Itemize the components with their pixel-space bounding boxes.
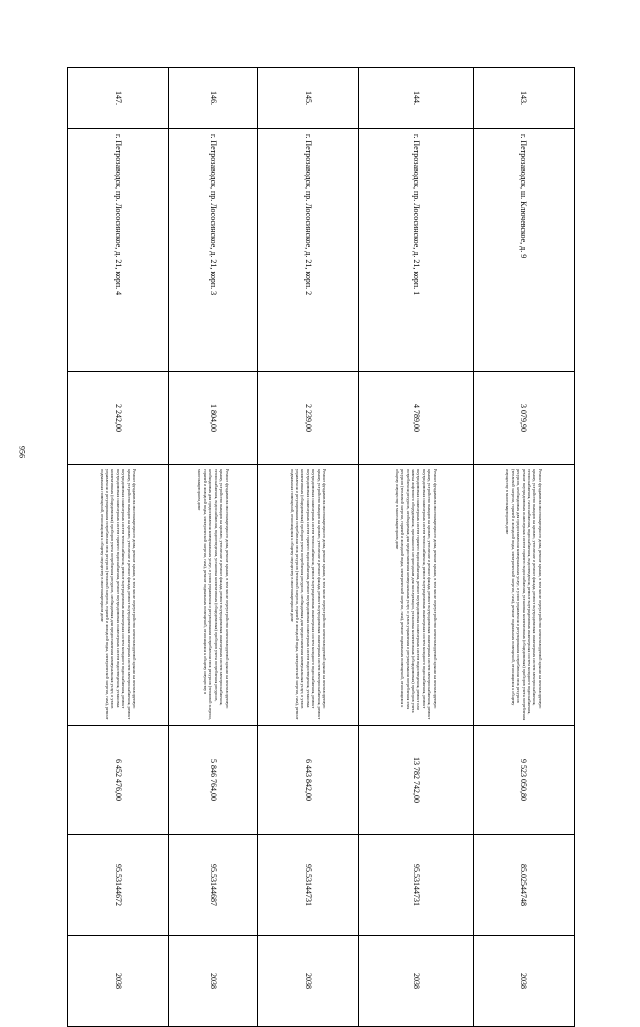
table-row	[68, 68, 169, 1027]
table-row	[473, 68, 574, 1027]
row-number: 147.	[68, 68, 169, 129]
planned-year: 2038	[169, 936, 258, 1027]
house-address: г. Петрозаводск, ш. Ключевское, д. 9	[473, 129, 574, 372]
repair-works: Ремонт фундамента многоквартирного дома, ремонт крыши, в том числе переустройство невентилируемой крыши на вентилируемую крышу, устройство выходов на кровлю, утепление и ремонт фасада, ремонт внутридомовых инженерных систем электроснабжения, ремонт внутридомовых инженерных систем теплоснабжения, ремонт внутридомовых инженерных систем холодного водоснабжения, ремонт внутридомовых инженерных систем горячего водоснабжения, ремонт внутридомовых инженерных систем водоотведения, установка коллективных (общедомовых) приборов учета потребления ресурсов, необходимых для предоставления коммунальных услуг, и узлов управления и регулирования потребления этих ресурсов (тепловой энергии, горячей и холодной воды, электрической энергии, газа), ремонт подвальных помещений, относящихся к общему имуществу в многоквартирном доме	[68, 465, 169, 726]
repair-works: Ремонт фундамента многоквартирного дома, ремонт крыши, в том числе переустройство невентилируемой крыши на вентилируемую крышу, устройство выходов на кровлю, утепление и ремонт фасада, ремонт внутридомовых инженерных систем электроснабжения, ремонт внутридомовых инженерных систем теплоснабжения, ремонт внутридомовых инженерных систем холодного водоснабжения, ремонт внутридомовых инженерных систем горячего водоснабжения, ремонт внутридомовых инженерных систем водоотведения, ремонт или замена лифтового оборудования, признанного непригодным для эксплуатации, установка коллективных (общедомовых) приборов учета потребления ресурсов, необходимых для предоставления коммунальных услуг, и узлов управления и регулирования потребления этих ресурсов (тепловой энергии, горячей и холодной воды, электрической энергии, газа), ремонт подвальных помещений, относящихся к общему имуществу в многоквартирном доме	[359, 465, 473, 726]
table-row	[359, 68, 473, 1027]
planned-year: 2038	[68, 936, 169, 1027]
house-area: 4 789,00	[359, 372, 473, 465]
repair-cost: 9 523 050,80	[473, 726, 574, 835]
row-number: 145.	[258, 68, 359, 129]
planned-year: 2038	[258, 936, 359, 1027]
row-number: 143.	[473, 68, 574, 129]
house-address: г. Петрозаводск, пр. Лососинское, д. 21, корп. 3	[169, 129, 258, 372]
repair-cost: 6 443 842,00	[258, 726, 359, 835]
row-number: 144.	[359, 68, 473, 129]
index-code: 95.53144687	[169, 835, 258, 936]
planned-year: 2038	[473, 936, 574, 1027]
house-area: 3 079,90	[473, 372, 574, 465]
repair-cost: 6 452 476,00	[68, 726, 169, 835]
house-address: г. Петрозаводск, пр. Лососинское, д. 21, корп. 1	[359, 129, 473, 372]
house-area: 2 242,00	[68, 372, 169, 465]
capital-repair-table-wrapper	[67, 67, 575, 989]
index-code: 85.02544748	[473, 835, 574, 936]
house-area: 1 804,00	[169, 372, 258, 465]
repair-cost: 5 846 764,00	[169, 726, 258, 835]
page-number: 956	[17, 446, 27, 458]
table-row	[169, 68, 258, 1027]
repair-works: Ремонт фундамента многоквартирного дома, ремонт крыши, в том числе переустройство невентилируемой крыши на вентилируемую крышу, устройство выходов на кровлю, утепление и ремонт фасада, ремонт внутридомовых инженерных систем электроснабжения, теплоснабжения, газоснабжения, водоснабжения, водоотведения, ремонт внутридомовых инженерных систем холодного водоснабжения, ремонт внутридомовых инженерных систем горячего водоснабжения, установка коллективных (общедомовых) приборов учета потребления ресурсов, необходимых для предоставления коммунальных услуг, и узлов управления и регулирования потребления этих ресурсов (тепловой энергии, горячей и холодной воды, электрической энергии, газа), ремонт подвальных помещений, относящихся к общему имуществу в многоквартирном доме	[473, 465, 574, 726]
repair-cost: 13 782 742,00	[359, 726, 473, 835]
row-number: 146.	[169, 68, 258, 129]
capital-repair-table	[67, 67, 575, 1027]
house-area: 2 239,00	[258, 372, 359, 465]
index-code: 95.53144672	[68, 835, 169, 936]
house-address: г. Петрозаводск, пр. Лососинское, д. 21, корп. 4	[68, 129, 169, 372]
planned-year: 2038	[359, 936, 473, 1027]
repair-works: Ремонт фундамента многоквартирного дома, ремонт крыши, в том числе переустройство невентилируемой крыши на вентилируемую крышу, устройство выходов на кровлю, утепление и ремонт фасада, ремонт внутридомовых инженерных систем электроснабжения, ремонт внутридомовых инженерных систем теплоснабжения, ремонт внутридомовых инженерных систем холодного водоснабжения, ремонт внутридомовых инженерных систем горячего водоснабжения, ремонт внутридомовых инженерных систем водоотведения, установка коллективных (общедомовых) приборов учета потребления ресурсов, необходимых для предоставления коммунальных услуг, и узлов управления и регулирования потребления этих ресурсов (тепловой энергии, горячей и холодной воды, электрической энергии, газа), ремонт подвальных помещений, относящихся к общему имуществу в многоквартирном доме	[258, 465, 359, 726]
index-code: 95.53144731	[258, 835, 359, 936]
table-row	[258, 68, 359, 1027]
house-address: г. Петрозаводск, пр. Лососинское, д. 21, корп. 2	[258, 129, 359, 372]
repair-works: Ремонт фундамента многоквартирного дома, ремонт крыши, в том числе переустройство невентилируемой крыши на вентилируемую крышу, устройство выходов на кровлю, утепление и ремонт фасада, ремонт внутридомовых инженерных систем электроснабжения, теплоснабжения, водоснабжения, водоотведения, установка коллективных (общедомовых) приборов учета потребления ресурсов, необходимых для предоставления коммунальных услуг, и узлов управления и регулирования потребления этих ресурсов (тепловой энергии, горячей и холодной воды, электрической энергии, газа), ремонт подвальных помещений, относящихся к общему имуществу в многоквартирном доме	[169, 465, 258, 726]
index-code: 95.53144731	[359, 835, 473, 936]
